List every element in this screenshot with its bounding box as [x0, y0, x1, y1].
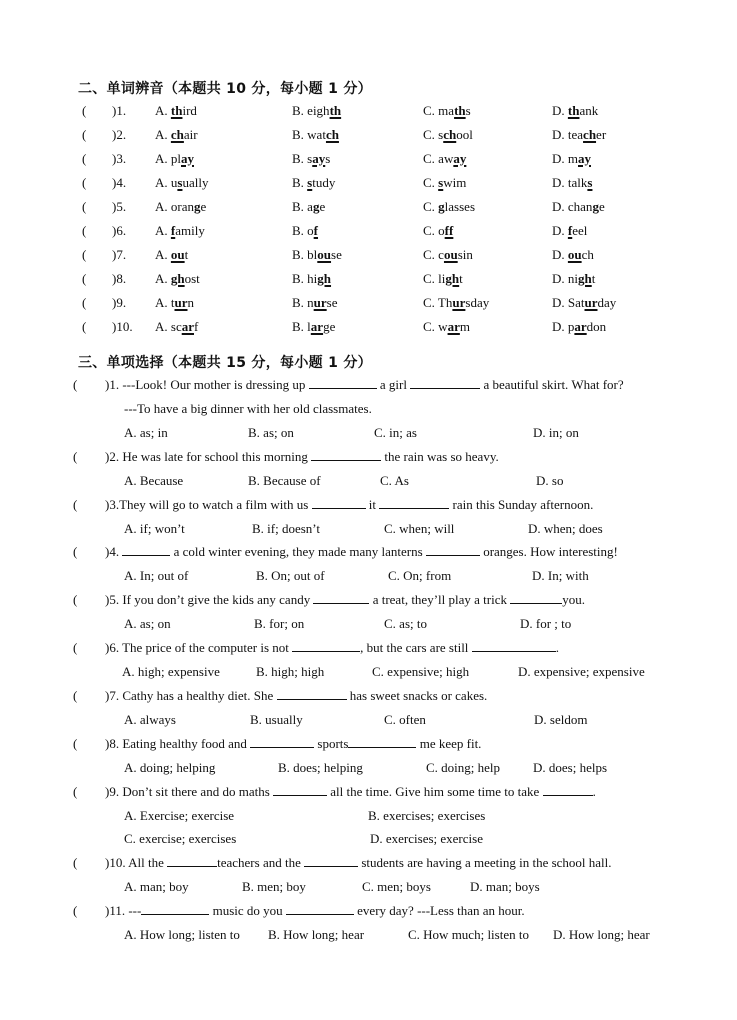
- blank[interactable]: [312, 496, 366, 509]
- question-11-options: [0, 925, 737, 945]
- option-a[interactable]: A. as; on: [124, 616, 171, 631]
- option-b[interactable]: B. exercises; exercises: [368, 808, 486, 823]
- option-a[interactable]: [155, 269, 200, 289]
- option-c[interactable]: C. when; will: [384, 521, 455, 536]
- blank[interactable]: [543, 783, 593, 796]
- underlined-letters: ar: [181, 319, 194, 334]
- blank[interactable]: [277, 687, 347, 700]
- underlined-letters: ch: [170, 127, 184, 142]
- option-d[interactable]: [552, 197, 605, 217]
- answer-paren[interactable]: (: [82, 247, 87, 262]
- word-part: D. chan: [552, 199, 593, 214]
- underlined-letters: th: [170, 103, 183, 118]
- option-d[interactable]: D. In; with: [532, 568, 589, 583]
- question-10-options: [0, 877, 737, 897]
- option-b[interactable]: [292, 317, 335, 337]
- item-number: )7.: [112, 247, 127, 262]
- option-b[interactable]: [292, 197, 325, 217]
- option-c[interactable]: [423, 221, 453, 241]
- option-c[interactable]: C. men; boys: [362, 879, 431, 894]
- answer-paren[interactable]: (: [82, 199, 87, 214]
- question-stem: )1. ---Look! Our mother is dressing up a girl a beautiful skirt. What for?: [105, 377, 624, 392]
- word-part: D. p: [552, 319, 575, 334]
- option-d[interactable]: [552, 149, 591, 169]
- blank[interactable]: [292, 639, 360, 652]
- question-7: [0, 686, 737, 706]
- option-b[interactable]: B. On; out of: [256, 568, 325, 583]
- underlined-letters: ou: [170, 247, 185, 262]
- option-b[interactable]: B. high; high: [256, 664, 325, 679]
- option-c[interactable]: C. as; to: [384, 616, 427, 631]
- underlined-letters: g: [312, 199, 320, 214]
- question-1: [0, 375, 737, 395]
- answer-paren[interactable]: (: [82, 151, 87, 166]
- blank[interactable]: [141, 902, 209, 915]
- answer-paren[interactable]: (: [73, 544, 78, 559]
- question-9-options-row1: [0, 806, 737, 826]
- option-d[interactable]: D. expensive; expensive: [518, 664, 645, 679]
- answer-paren[interactable]: (: [82, 295, 87, 310]
- section3-title: 三、单项选择（本题共 15 分，每小题 1 分）: [78, 355, 372, 371]
- option-c[interactable]: [423, 197, 475, 217]
- item-number: )2.: [112, 127, 127, 142]
- word-part: er: [596, 127, 607, 142]
- question-11: [0, 901, 737, 921]
- word-part: D.: [552, 247, 568, 262]
- option-b[interactable]: [292, 293, 338, 313]
- word-part: sday: [465, 295, 490, 310]
- option-c[interactable]: C. in; as: [374, 425, 417, 440]
- question-stem: )6. The price of the computer is not , but the cars are still .: [105, 640, 559, 655]
- word-part: A.: [155, 103, 171, 118]
- option-b[interactable]: [292, 173, 335, 193]
- underlined-letters: ou: [317, 247, 332, 262]
- option-c[interactable]: [423, 101, 471, 121]
- underlined-letters: gh: [317, 271, 332, 286]
- question-5-options: [0, 614, 737, 634]
- option-d[interactable]: D. when; does: [528, 521, 603, 536]
- underlined-letters: ou: [443, 247, 458, 262]
- underlined-letters: ar: [447, 319, 460, 334]
- option-b[interactable]: B. if; doesn’t: [252, 521, 321, 536]
- word-part: A. sc: [155, 319, 182, 334]
- word-item-9: [0, 293, 737, 313]
- option-b[interactable]: [292, 149, 330, 169]
- option-d[interactable]: D. so: [536, 473, 564, 488]
- word-part: D. ni: [552, 271, 578, 286]
- answer-paren[interactable]: (: [73, 449, 78, 464]
- option-c[interactable]: [423, 317, 470, 337]
- question-5: [0, 590, 737, 610]
- answer-paren[interactable]: (: [82, 127, 87, 142]
- option-b[interactable]: [292, 101, 341, 121]
- option-a[interactable]: A. doing; helping: [124, 760, 216, 775]
- question-9: [0, 782, 737, 802]
- option-a[interactable]: [155, 197, 206, 217]
- underlined-letters: s: [587, 175, 593, 190]
- option-a[interactable]: [155, 125, 198, 145]
- word-part: D.: [552, 223, 568, 238]
- answer-paren[interactable]: (: [73, 640, 78, 655]
- underlined-letters: g: [592, 199, 599, 214]
- option-a[interactable]: A. high; expensive: [122, 664, 220, 679]
- answer-paren[interactable]: (: [82, 103, 87, 118]
- option-b[interactable]: B. for; on: [254, 616, 305, 631]
- option-a[interactable]: [155, 245, 188, 265]
- option-c[interactable]: [423, 149, 466, 169]
- word-item-7: [0, 245, 737, 265]
- option-a[interactable]: A. man; boy: [124, 879, 189, 894]
- option-c[interactable]: [423, 245, 473, 265]
- word-part: D. talk: [552, 175, 588, 190]
- word-part: s: [325, 151, 331, 166]
- option-c[interactable]: C. As: [380, 473, 409, 488]
- word-part: B. o: [292, 223, 314, 238]
- underlined-letters: ay: [312, 151, 326, 166]
- question-stem: )3.They will go to watch a film with us it rain this Sunday afternoon.: [105, 497, 594, 512]
- blank[interactable]: [304, 854, 358, 867]
- option-d[interactable]: [552, 317, 606, 337]
- underlined-letters: ay: [578, 151, 591, 166]
- item-number: )1.: [112, 103, 127, 118]
- item-number: )4.: [112, 175, 127, 190]
- question-6-options: [0, 662, 737, 682]
- answer-paren[interactable]: (: [82, 271, 87, 286]
- option-d[interactable]: [552, 101, 598, 121]
- word-part: m: [459, 319, 470, 334]
- underlined-letters: s: [438, 175, 444, 190]
- word-part: ge: [323, 319, 336, 334]
- underlined-letters: ur: [452, 295, 466, 310]
- underlined-letters: ur: [174, 295, 188, 310]
- word-part: ost: [184, 271, 200, 286]
- word-part: B. a: [292, 199, 313, 214]
- option-a[interactable]: [155, 293, 194, 313]
- word-part: e: [319, 199, 326, 214]
- blank[interactable]: [311, 448, 381, 461]
- option-d[interactable]: [552, 293, 616, 313]
- word-part: ank: [579, 103, 599, 118]
- option-b[interactable]: B. as; on: [248, 425, 294, 440]
- word-part: f: [194, 319, 199, 334]
- blank[interactable]: [273, 783, 327, 796]
- word-part: day: [597, 295, 617, 310]
- answer-paren[interactable]: (: [73, 377, 78, 392]
- word-part: A. pl: [155, 151, 181, 166]
- option-d[interactable]: D. in; on: [533, 425, 579, 440]
- word-part: don: [586, 319, 607, 334]
- underlined-letters: th: [454, 103, 466, 118]
- underlined-letters: th: [329, 103, 342, 118]
- option-b[interactable]: [292, 125, 339, 145]
- word-item-5: [0, 197, 737, 217]
- underlined-letters: ay: [181, 151, 194, 166]
- word-part: B. wat: [292, 127, 326, 142]
- underlined-letters: ar: [310, 319, 324, 334]
- word-part: A.: [155, 271, 171, 286]
- word-part: D. tea: [552, 127, 584, 142]
- item-number: )6.: [112, 223, 127, 238]
- answer-paren[interactable]: (: [73, 784, 78, 799]
- word-part: A. u: [155, 175, 178, 190]
- answer-paren[interactable]: (: [82, 223, 87, 238]
- word-part: B. l: [292, 319, 311, 334]
- word-item-6: [0, 221, 737, 241]
- word-part: C. s: [423, 127, 444, 142]
- word-part: wim: [443, 175, 467, 190]
- answer-paren[interactable]: (: [73, 855, 78, 870]
- word-part: B. n: [292, 295, 314, 310]
- option-a[interactable]: A. as; in: [124, 425, 168, 440]
- option-a[interactable]: A. How long; listen to: [124, 927, 240, 942]
- option-a[interactable]: [155, 149, 194, 169]
- option-b[interactable]: B. How long; hear: [268, 927, 365, 942]
- blank[interactable]: [313, 591, 369, 604]
- word-part: C. aw: [423, 151, 454, 166]
- word-part: D. Sat: [552, 295, 585, 310]
- option-b[interactable]: B. Because of: [248, 473, 321, 488]
- question-stem: )4. a cold winter evening, they made many lanterns oranges. How interesting!: [105, 544, 618, 559]
- question-4-options: [0, 566, 737, 586]
- option-c[interactable]: C. often: [384, 712, 426, 727]
- blank[interactable]: [250, 735, 314, 748]
- option-a[interactable]: A. Exercise; exercise: [124, 808, 235, 823]
- option-b[interactable]: B. men; boy: [242, 879, 306, 894]
- blank[interactable]: [426, 543, 480, 556]
- answer-paren[interactable]: (: [82, 319, 87, 334]
- word-part: t: [459, 271, 463, 286]
- underlined-letters: f: [313, 223, 319, 238]
- question-2-options: [0, 471, 737, 491]
- blank[interactable]: [510, 591, 562, 604]
- word-item-3: [0, 149, 737, 169]
- blank[interactable]: [379, 496, 449, 509]
- option-b[interactable]: B. usually: [250, 712, 303, 727]
- option-d[interactable]: [552, 269, 595, 289]
- word-part: C. c: [423, 247, 444, 262]
- word-part: A. oran: [155, 199, 194, 214]
- option-d[interactable]: D. for ; to: [520, 616, 572, 631]
- option-a[interactable]: [155, 317, 198, 337]
- word-part: B. hi: [292, 271, 318, 286]
- underlined-letters: ch: [443, 127, 457, 142]
- word-part: B. s: [292, 151, 313, 166]
- option-c[interactable]: [423, 173, 466, 193]
- question-3-options: [0, 519, 737, 539]
- underlined-letters: ur: [584, 295, 598, 310]
- word-part: air: [183, 127, 198, 142]
- underlined-letters: f: [567, 223, 573, 238]
- word-part: ird: [182, 103, 197, 118]
- word-part: lasses: [444, 199, 476, 214]
- underlined-letters: gh: [578, 271, 592, 286]
- word-part: C. li: [423, 271, 446, 286]
- answer-paren[interactable]: (: [82, 175, 87, 190]
- underlined-letters: f: [170, 223, 176, 238]
- option-d[interactable]: [552, 125, 606, 145]
- word-part: C. Th: [423, 295, 453, 310]
- question-stem: )2. He was late for school this morning the rain was so heavy.: [105, 449, 499, 464]
- word-part: n: [187, 295, 194, 310]
- option-a[interactable]: A. always: [124, 712, 176, 727]
- word-part: sin: [457, 247, 473, 262]
- option-b[interactable]: [292, 221, 318, 241]
- question-4: [0, 542, 737, 562]
- answer-paren[interactable]: (: [73, 688, 78, 703]
- word-part: B. eigh: [292, 103, 330, 118]
- option-a[interactable]: A. if; won’t: [124, 521, 185, 536]
- question-10: [0, 853, 737, 873]
- answer-paren[interactable]: (: [73, 497, 78, 512]
- question-stem: )5. If you don’t give the kids any candy a treat, they’ll play a trick you.: [105, 592, 585, 607]
- word-part: t: [591, 271, 596, 286]
- dialogue-reply: ---To have a big dinner with her old classmates.: [124, 401, 372, 416]
- word-part: t: [184, 247, 189, 262]
- option-c[interactable]: C. How much; listen to: [408, 927, 529, 942]
- word-part: eel: [572, 223, 588, 238]
- word-part: C. ma: [423, 103, 455, 118]
- word-part: B.: [292, 175, 308, 190]
- underlined-letters: th: [567, 103, 580, 118]
- item-number: )3.: [112, 151, 127, 166]
- question-stem: )8. Eating healthy food and sports me keep fit.: [105, 736, 482, 751]
- underlined-letters: s: [177, 175, 183, 190]
- underlined-letters: ou: [567, 247, 582, 262]
- word-part: e: [598, 199, 605, 214]
- item-number: )8.: [112, 271, 127, 286]
- word-part: ch: [581, 247, 594, 262]
- question-1-line2: [0, 399, 737, 419]
- word-part: C.: [423, 175, 439, 190]
- word-part: D. m: [552, 151, 578, 166]
- underlined-letters: ch: [583, 127, 597, 142]
- blank[interactable]: [286, 902, 354, 915]
- word-item-8: [0, 269, 737, 289]
- option-d[interactable]: D. exercises; exercise: [370, 831, 483, 846]
- word-item-10: [0, 317, 737, 337]
- word-part: amily: [175, 223, 205, 238]
- question-stem: )9. Don’t sit there and do maths all the time. Give him some time to take .: [105, 784, 596, 799]
- word-part: A.: [155, 127, 171, 142]
- option-d[interactable]: D. How long; hear: [553, 927, 650, 942]
- word-part: A.: [155, 223, 171, 238]
- question-stem: )11. --- music do you every day? ---Less than an hour.: [105, 903, 525, 918]
- option-d[interactable]: [552, 245, 594, 265]
- word-part: tudy: [312, 175, 336, 190]
- option-c[interactable]: [423, 269, 463, 289]
- blank[interactable]: [167, 854, 217, 867]
- item-number: )9.: [112, 295, 127, 310]
- underlined-letters: g: [438, 199, 445, 214]
- question-2: [0, 447, 737, 467]
- question-8: [0, 734, 737, 754]
- answer-paren[interactable]: (: [73, 592, 78, 607]
- option-c[interactable]: C. doing; help: [426, 760, 501, 775]
- question-9-options-row2: [0, 829, 737, 849]
- underlined-letters: ur: [313, 295, 327, 310]
- question-7-options: [0, 710, 737, 730]
- word-part: C. w: [423, 319, 448, 334]
- underlined-letters: ch: [325, 127, 339, 142]
- word-part: e: [200, 199, 207, 214]
- underlined-letters: gh: [445, 271, 460, 286]
- option-b[interactable]: B. does; helping: [278, 760, 363, 775]
- word-part: ually: [182, 175, 209, 190]
- word-item-2: [0, 125, 737, 145]
- word-part: C.: [423, 199, 439, 214]
- option-c[interactable]: C. exercise; exercises: [124, 831, 237, 846]
- question-6: [0, 638, 737, 658]
- underlined-letters: ff: [444, 223, 454, 238]
- option-b[interactable]: [292, 269, 331, 289]
- option-c[interactable]: C. On; from: [388, 568, 452, 583]
- word-part: B. bl: [292, 247, 318, 262]
- option-b[interactable]: [292, 245, 342, 265]
- option-d[interactable]: D. does; helps: [533, 760, 608, 775]
- underlined-letters: gh: [170, 271, 185, 286]
- option-a[interactable]: [155, 101, 197, 121]
- underlined-letters: ar: [574, 319, 587, 334]
- option-d[interactable]: [552, 221, 587, 241]
- item-number: )5.: [112, 199, 127, 214]
- option-c[interactable]: [423, 293, 489, 313]
- section2-title: 二、单词辨音（本题共 10 分，每小题 1 分）: [78, 81, 372, 97]
- word-item-1: [0, 101, 737, 121]
- word-part: C. o: [423, 223, 445, 238]
- word-part: A. t: [155, 295, 175, 310]
- question-1-options: [0, 423, 737, 443]
- option-c[interactable]: C. expensive; high: [372, 664, 470, 679]
- option-c[interactable]: [423, 125, 473, 145]
- answer-paren[interactable]: (: [73, 736, 78, 751]
- option-a[interactable]: A. In; out of: [124, 568, 189, 583]
- word-part: A.: [155, 247, 171, 262]
- blank[interactable]: [472, 639, 556, 652]
- answer-paren[interactable]: (: [73, 903, 78, 918]
- item-number: )10.: [112, 319, 133, 334]
- question-stem: )7. Cathy has a healthy diet. She has sweet snacks or cakes.: [105, 688, 488, 703]
- underlined-letters: ay: [453, 151, 467, 166]
- word-part: ool: [456, 127, 473, 142]
- option-d[interactable]: D. man; boys: [470, 879, 540, 894]
- option-a[interactable]: A. Because: [124, 473, 184, 488]
- blank[interactable]: [348, 735, 416, 748]
- word-part: se: [326, 295, 338, 310]
- option-d[interactable]: D. seldom: [534, 712, 588, 727]
- word-part: D.: [552, 103, 568, 118]
- word-part: s: [465, 103, 471, 118]
- option-a[interactable]: [155, 173, 208, 193]
- word-item-4: [0, 173, 737, 193]
- underlined-letters: g: [194, 199, 201, 214]
- word-part: se: [331, 247, 342, 262]
- underlined-letters: s: [307, 175, 313, 190]
- option-d[interactable]: [552, 173, 592, 193]
- blank[interactable]: [410, 376, 480, 389]
- option-a[interactable]: [155, 221, 205, 241]
- blank[interactable]: [309, 376, 377, 389]
- question-8-options: [0, 758, 737, 778]
- blank[interactable]: [122, 543, 170, 556]
- question-3: [0, 495, 737, 515]
- question-stem: )10. All the teachers and the students are having a meeting in the school hall.: [105, 855, 612, 870]
